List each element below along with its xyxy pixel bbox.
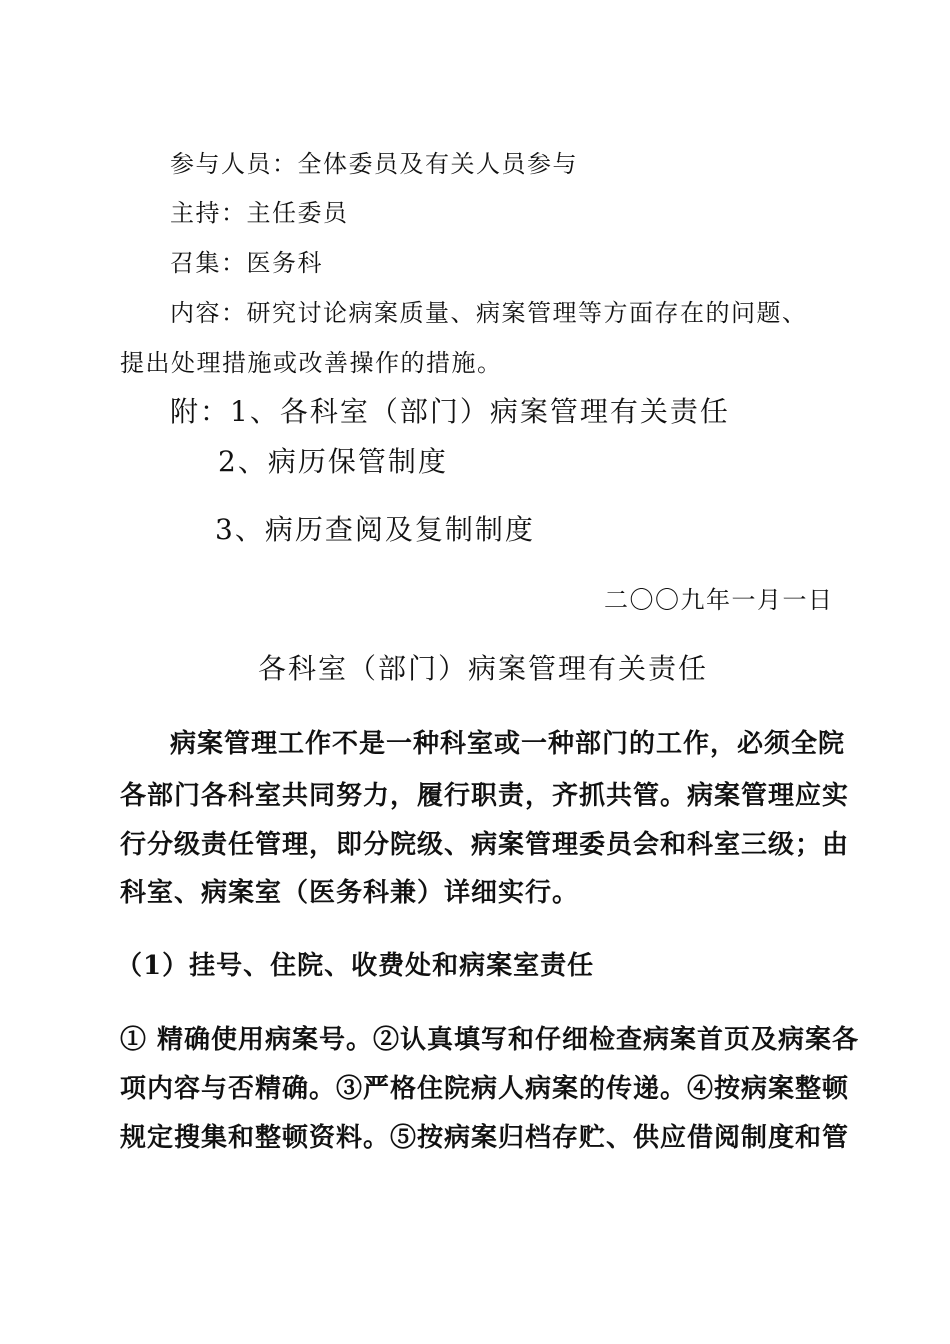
- para1-line-3: 行分级责任管理，即分院级、病案管理委员会和科室三级；由: [120, 830, 850, 860]
- para2-line-3: 规定搜集和整顿资料。⑤按病案归档存贮、供应借阅制度和管: [120, 1123, 850, 1153]
- para1-line-2: 各部门各科室共同努力，履行职责，齐抓共管。病案管理应实: [120, 781, 850, 811]
- section-title: 各科室（部门）病案管理有关责任: [258, 652, 709, 685]
- para1-line-4: 科室、病案室（医务科兼）详细实行。: [120, 878, 580, 908]
- host-line: 主持：主任委员: [170, 199, 349, 227]
- content-line-2: 提出处理措施或改善操作的措施。: [120, 349, 503, 377]
- document-date: 二〇〇九年一月一日: [604, 586, 834, 614]
- subheading-1: （1）挂号、住院、收费处和病案室责任: [116, 951, 595, 981]
- attachment-item-1: 附：1、各科室（部门）病案管理有关责任: [170, 395, 730, 428]
- participants-line: 参与人员：全体委员及有关人员参与: [170, 150, 578, 178]
- para1-line-1: 病案管理工作不是一种科室或一种部门的工作，必须全院: [170, 729, 846, 759]
- content-line-1: 内容：研究讨论病案质量、病案管理等方面存在的问题、: [170, 299, 808, 327]
- para2-line-2: 项内容与否精确。③严格住院病人病案的传递。④按病案整顿: [120, 1074, 850, 1104]
- attachment-item-3: 3、病历查阅及复制制度: [215, 513, 535, 546]
- convener-line: 召集：医务科: [170, 249, 323, 277]
- para2-line-1: ① 精确使用病案号。②认真填写和仔细检查病案首页及病案各: [120, 1025, 860, 1055]
- attachment-item-2: 2、病历保管制度: [218, 445, 448, 478]
